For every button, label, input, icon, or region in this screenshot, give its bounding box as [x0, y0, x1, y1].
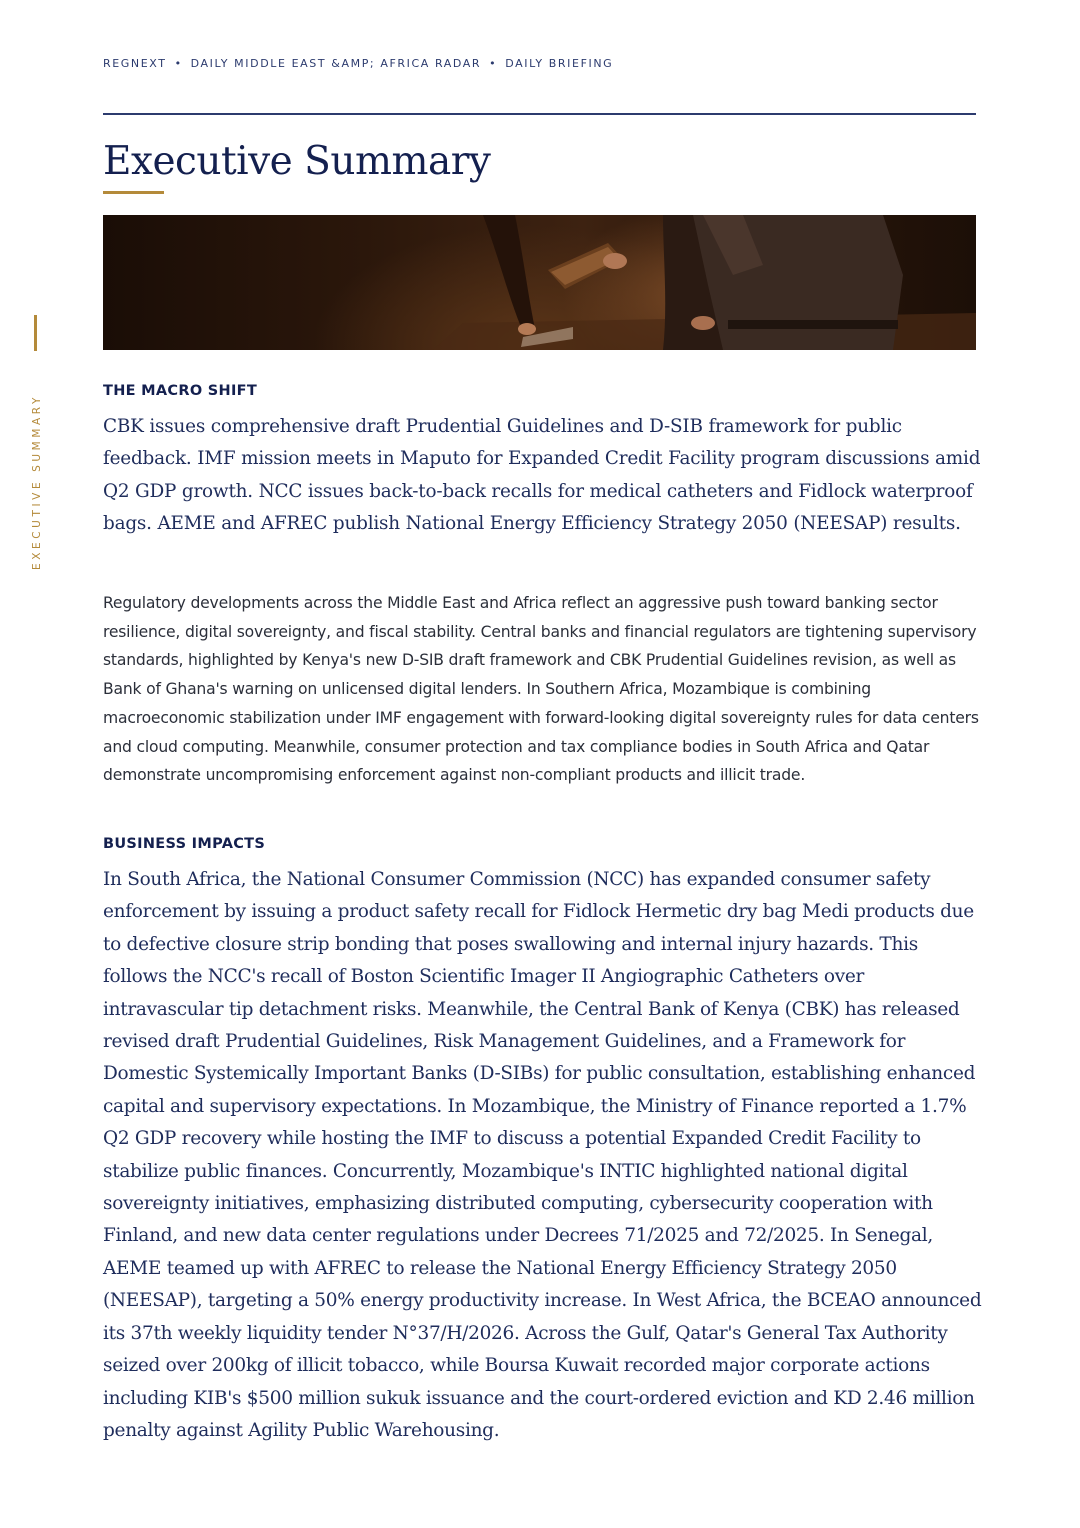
business-impacts-text: In South Africa, the National Consumer Commission (NCC) has expanded consumer safety enforcement by issuing a product safety recall for Fidlock Hermetic dry bag Medi products due to defective closure strip bonding that poses swallowing and internal injury hazards. This follows the NCC's recall of Boston Scientific Imager II Angiographic Catheters over intravascular tip detachment risks. Meanwhile, the Central Bank of Kenya (CBK) has released revised draft Prudential Guidelines, Risk Management Guidelines, and a Framework for Domestic Systemically Important Banks (D-SIBs) for public consultation, establishing enhanced capital and supervisory expectations. In Mozambique, the Ministry of Finance reported a 1.7% Q2 GDP recovery while hosting the IMF to discuss a potential Expanded Credit Facility to stabilize public finances. Concurrently, Mozambique's INTIC highlighted national digital sovereignty initiatives, emphasizing distributed computing, cybersecurity cooperation with Finland, and new data center regulations under Decrees 71/2025 and 72/2025. In Senegal, AEME teamed up with AFREC to release the National Energy Efficiency Strategy 2050 (NEESAP), targeting a 50% energy productivity increase. In West Africa, the BCEAO announced its 37th weekly liquidity tender N°37/H/2026. Across the Gulf, Qatar's General Tax Authority seized over 200kg of illicit tobacco, while Boursa Kuwait recorded major corporate actions including KIB's $500 million sukuk issuance and the court-ordered eviction and KD 2.46 million penalty against Agility Public Warehousing. [103, 869, 982, 1441]
breadcrumb [103, 57, 976, 70]
breadcrumb-brand: REGNEXT [103, 57, 167, 70]
side-accent-bar [34, 315, 37, 351]
header-divider [103, 113, 976, 115]
macro-shift-lede: CBK issues comprehensive draft Prudential Guidelines and D-SIB framework for public feedback. IMF mission meets in Maputo for Expanded Credit Facility program discussions amid Q2 GDP growth. NCC issues back-to-back recalls for medical catheters and Fidlock waterproof bags. AEME and AFREC publish National Energy Efficiency Strategy 2050 (NEESAP) results. [103, 416, 981, 535]
business-impacts-heading: BUSINESS IMPACTS [103, 836, 266, 852]
macro-shift-heading: THE MACRO SHIFT [103, 383, 258, 399]
breadcrumb-separator: • [489, 57, 498, 70]
page-title: Executive Summary [103, 139, 491, 184]
business-meeting-photo-icon [103, 215, 976, 350]
macro-shift-body: Regulatory developments across the Middle East and Africa reflect an aggressive push toward banking sector resilience, digital sovereignty, and fiscal stability. Central banks and financial regulators are tightening supervisory standards, highlighted by Kenya's new D-SIB draft framework and CBK Prudential Guidelines revision, as well as Bank of Ghana's warning on unlicensed digital lenders. In Southern Africa, Mozambique is combining macroeconomic stabilization under IMF engagement with forward-looking digital sovereignty rules for data centers and cloud computing. Meanwhile, consumer protection and tax compliance bodies in South Africa and Qatar demonstrate uncompromising enforcement against non-compliant products and illicit trade. [103, 594, 979, 785]
hero-image [103, 215, 976, 350]
title-accent-underline [103, 191, 164, 194]
breadcrumb-publication: DAILY MIDDLE EAST &AMP; AFRICA RADAR [190, 57, 482, 70]
breadcrumb-separator: • [174, 57, 183, 70]
side-section-label: EXECUTIVE SUMMARY [31, 393, 43, 571]
breadcrumb-section: DAILY BRIEFING [505, 57, 614, 70]
